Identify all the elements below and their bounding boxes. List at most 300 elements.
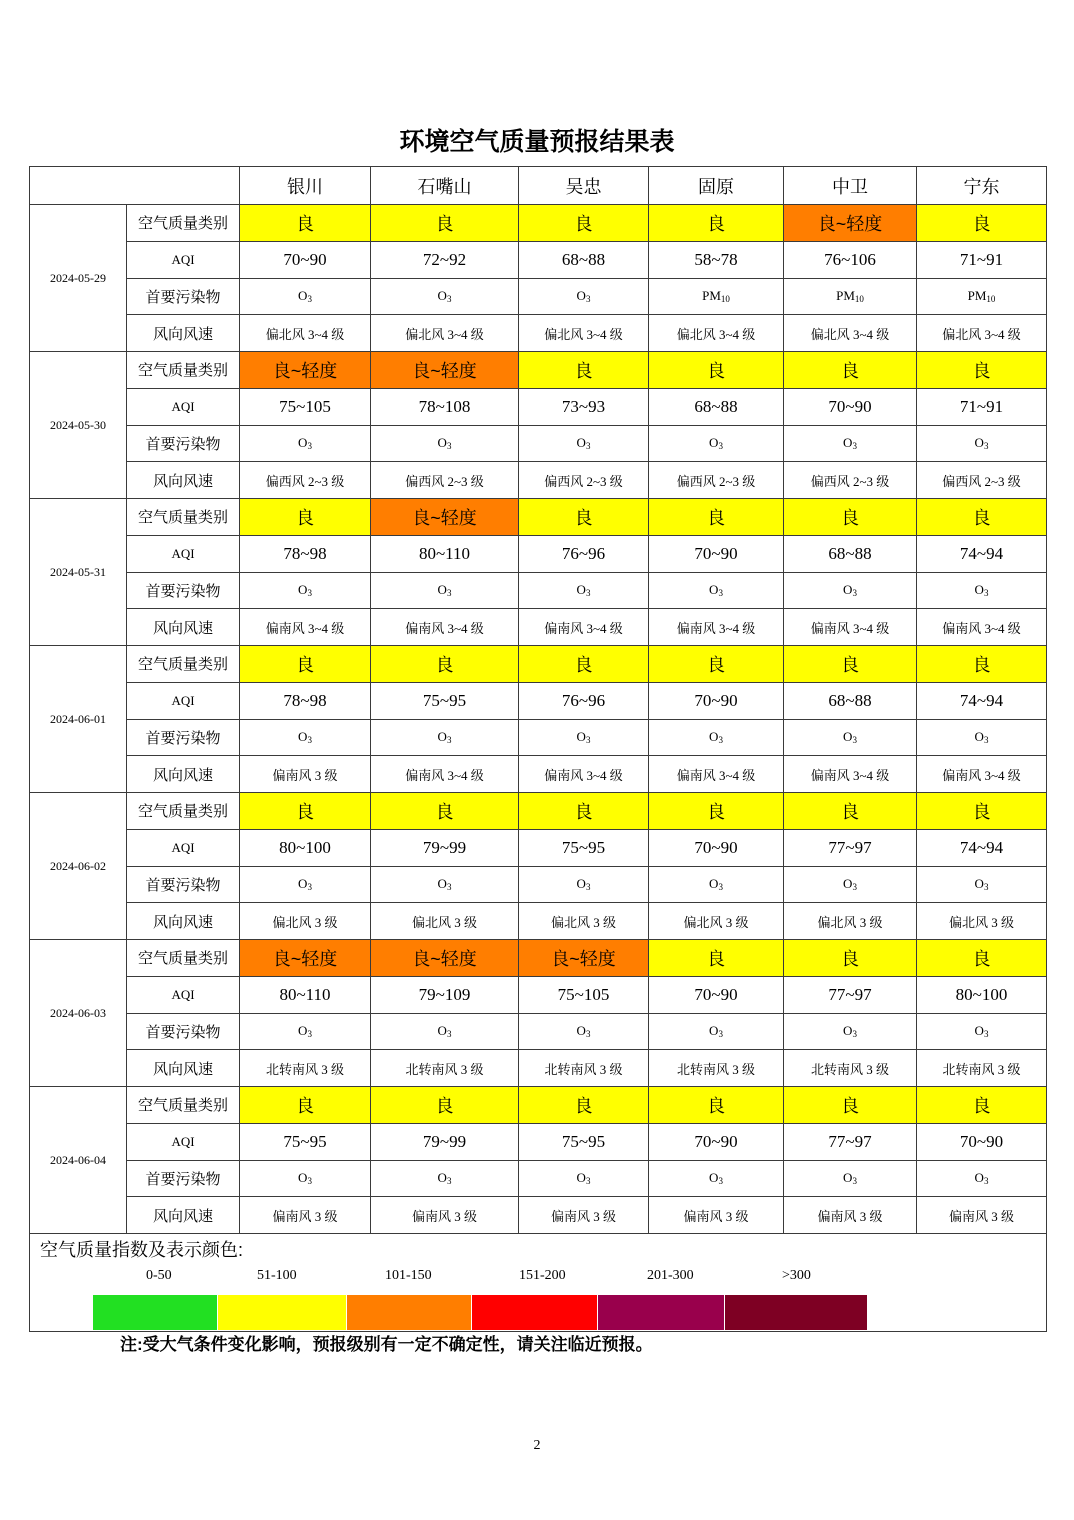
legend-range-label: 151-200 xyxy=(519,1268,566,1283)
aqi-value: 77~97 xyxy=(828,1131,872,1151)
row-label-wind: 风向风速 xyxy=(127,1050,240,1087)
wind-cell xyxy=(784,609,917,646)
city-header: 固原 xyxy=(649,167,784,205)
aqi-cell xyxy=(519,829,649,866)
wind-cell xyxy=(240,462,371,499)
row-label-category: 空气质量类别 xyxy=(127,352,240,389)
aqi-value: 70~90 xyxy=(959,1131,1004,1151)
forecast-row-category xyxy=(30,940,1047,977)
category-value: 良 xyxy=(296,801,314,822)
category-value: 良 xyxy=(707,654,725,675)
forecast-row-aqi xyxy=(30,241,1047,278)
category-value: 良 xyxy=(574,213,593,234)
category-value: 良 xyxy=(296,1095,314,1116)
forecast-row-wind xyxy=(30,462,1047,499)
category-cell xyxy=(371,499,519,536)
pollutant-cell xyxy=(519,866,649,903)
aqi-value: 74~94 xyxy=(959,690,1004,710)
pollutant-cell xyxy=(240,866,371,903)
aqi-value: 77~97 xyxy=(828,837,872,857)
wind-value: 偏南风 3 级 xyxy=(411,1208,477,1224)
wind-value: 偏西风 2~3 级 xyxy=(676,473,756,489)
wind-cell xyxy=(784,1197,917,1234)
aqi-value: 73~93 xyxy=(561,396,606,416)
pollutant-name: O xyxy=(576,1170,586,1186)
pollutant-cell xyxy=(784,719,917,756)
aqi-value: 74~94 xyxy=(959,837,1004,857)
pollutant-subscript: 3 xyxy=(718,735,723,746)
aqi-value: 68~88 xyxy=(828,543,872,563)
pollutant-subscript: 3 xyxy=(585,1029,591,1040)
pollutant-name: O xyxy=(298,1170,308,1186)
aqi-value: 58~78 xyxy=(694,249,738,269)
date-cell xyxy=(30,646,127,793)
pollutant-name: O xyxy=(974,1023,984,1039)
wind-value: 偏北风 3~4 级 xyxy=(810,326,890,342)
pollutant-name: O xyxy=(576,582,586,598)
pollutant-subscript: 3 xyxy=(446,882,452,893)
row-label-aqi: AQI xyxy=(127,682,240,719)
aqi-value: 68~88 xyxy=(561,249,606,269)
pollutant-subscript: 3 xyxy=(983,882,989,893)
legend-cell xyxy=(30,1234,1047,1332)
wind-value: 偏南风 3~4 级 xyxy=(810,767,890,783)
category-value: 良 xyxy=(972,507,991,528)
wind-cell xyxy=(240,1050,371,1087)
pollutant-subscript: 3 xyxy=(718,1176,723,1187)
aqi-value: 80~100 xyxy=(955,984,1008,1004)
pollutant-name: O xyxy=(298,1023,308,1039)
pollutant-cell xyxy=(519,1160,649,1197)
aqi-cell xyxy=(917,241,1047,278)
category-cell xyxy=(240,940,371,977)
wind-cell xyxy=(240,1197,371,1234)
pollutant-name: O xyxy=(437,876,447,892)
aqi-value: 79~99 xyxy=(422,837,467,857)
wind-cell xyxy=(917,462,1047,499)
pollutant-cell xyxy=(917,1160,1047,1197)
category-value: 良~轻度 xyxy=(272,948,338,969)
category-value: 良 xyxy=(574,1095,593,1116)
aqi-value: 78~108 xyxy=(418,396,471,416)
wind-cell xyxy=(649,756,784,793)
category-value: 良 xyxy=(841,654,859,675)
aqi-value: 75~95 xyxy=(422,690,467,710)
pollutant-subscript: 10 xyxy=(986,294,996,305)
wind-cell xyxy=(371,315,519,352)
pollutant-subscript: 3 xyxy=(852,1029,857,1040)
category-cell xyxy=(240,352,371,389)
category-value: 良 xyxy=(707,360,725,381)
category-cell xyxy=(917,352,1047,389)
aqi-value: 76~106 xyxy=(824,249,876,269)
aqi-cell xyxy=(240,241,371,278)
aqi-value: 78~98 xyxy=(283,543,327,563)
aqi-value: 80~110 xyxy=(418,543,471,563)
pollutant-cell xyxy=(649,866,784,903)
row-label-wind: 风向风速 xyxy=(127,609,240,646)
pollutant-subscript: 3 xyxy=(852,882,857,893)
aqi-value: 70~90 xyxy=(694,837,738,857)
forecast-row-pollutant xyxy=(30,719,1047,756)
pollutant-name: O xyxy=(709,729,719,745)
aqi-cell xyxy=(917,682,1047,719)
pollutant-cell xyxy=(240,278,371,315)
legend-color-swatch xyxy=(347,1295,471,1330)
wind-value: 偏南风 3 级 xyxy=(948,1208,1014,1224)
row-label-aqi: AQI xyxy=(127,241,240,278)
row-label-pollutant: 首要污染物 xyxy=(127,1160,240,1197)
pollutant-subscript: 3 xyxy=(718,588,723,599)
wind-cell xyxy=(784,903,917,940)
row-label-wind: 风向风速 xyxy=(127,462,240,499)
aqi-cell xyxy=(917,829,1047,866)
category-cell xyxy=(240,646,371,683)
forecast-row-pollutant xyxy=(30,425,1047,462)
aqi-cell xyxy=(649,535,784,572)
pollutant-name: O xyxy=(437,729,447,745)
wind-value: 偏南风 3 级 xyxy=(272,1208,338,1224)
wind-cell xyxy=(519,903,649,940)
row-label-aqi: AQI xyxy=(127,1123,240,1160)
wind-value: 偏南风 3~4 级 xyxy=(544,767,623,783)
aqi-value: 70~90 xyxy=(694,690,738,710)
category-cell xyxy=(371,205,519,242)
aqi-cell xyxy=(371,976,519,1013)
pollutant-name: O xyxy=(843,435,853,451)
pollutant-cell xyxy=(371,572,519,609)
pollutant-subscript: 3 xyxy=(446,294,452,305)
aqi-cell xyxy=(649,241,784,278)
aqi-value: 76~96 xyxy=(561,690,606,710)
pollutant-subscript: 3 xyxy=(585,735,591,746)
date-cell xyxy=(30,499,127,646)
legend-title: 空气质量指数及表示颜色: xyxy=(40,1240,243,1260)
category-value: 良 xyxy=(435,801,454,822)
aqi-value: 68~88 xyxy=(828,690,872,710)
aqi-cell xyxy=(784,1123,917,1160)
pollutant-name: O xyxy=(843,729,853,745)
aqi-cell xyxy=(649,388,784,425)
wind-value: 偏北风 3~4 级 xyxy=(942,326,1021,342)
category-cell xyxy=(371,646,519,683)
wind-cell xyxy=(917,1050,1047,1087)
pollutant-subscript: 3 xyxy=(585,882,591,893)
pollutant-subscript: 3 xyxy=(307,882,312,893)
pollutant-name: O xyxy=(437,435,447,451)
row-label-category: 空气质量类别 xyxy=(127,793,240,830)
legend-color-swatch xyxy=(218,1295,346,1330)
category-cell xyxy=(784,793,917,830)
aqi-cell xyxy=(240,682,371,719)
pollutant-subscript: 3 xyxy=(852,441,857,452)
aqi-value: 72~92 xyxy=(422,249,467,269)
row-label-aqi: AQI xyxy=(127,976,240,1013)
pollutant-name: O xyxy=(437,288,447,304)
wind-cell xyxy=(519,609,649,646)
legend-range-label: >300 xyxy=(782,1268,811,1283)
forecast-row-pollutant xyxy=(30,572,1047,609)
category-cell xyxy=(649,646,784,683)
row-label-pollutant: 首要污染物 xyxy=(127,1013,240,1050)
pollutant-name: PM xyxy=(967,288,987,304)
aqi-cell xyxy=(649,1123,784,1160)
legend-color-swatch xyxy=(93,1295,217,1330)
wind-cell xyxy=(784,315,917,352)
pollutant-cell xyxy=(519,572,649,609)
city-header: 中卫 xyxy=(784,167,917,205)
wind-value: 偏西风 2~3 级 xyxy=(544,473,623,489)
wind-value: 偏西风 2~3 级 xyxy=(942,473,1021,489)
date-cell xyxy=(30,205,127,352)
city-header: 吴忠 xyxy=(519,167,649,205)
row-label-pollutant: 首要污染物 xyxy=(127,866,240,903)
pollutant-name: O xyxy=(709,435,719,451)
category-value: 良~轻度 xyxy=(272,360,338,381)
category-cell xyxy=(519,646,649,683)
wind-value: 偏北风 3 级 xyxy=(683,914,749,930)
wind-cell xyxy=(240,903,371,940)
category-cell xyxy=(240,205,371,242)
wind-value: 偏南风 3~4 级 xyxy=(676,620,756,636)
aqi-cell xyxy=(784,682,917,719)
forecast-body xyxy=(30,205,1047,1234)
pollutant-subscript: 3 xyxy=(446,588,452,599)
aqi-cell xyxy=(371,829,519,866)
wind-value: 偏西风 2~3 级 xyxy=(405,473,484,489)
pollutant-subscript: 3 xyxy=(983,1176,989,1187)
city-header: 银川 xyxy=(240,167,371,205)
category-cell xyxy=(649,793,784,830)
forecast-row-wind xyxy=(30,903,1047,940)
pollutant-subscript: 3 xyxy=(983,1029,989,1040)
aqi-value: 77~97 xyxy=(828,984,872,1004)
row-label-category: 空气质量类别 xyxy=(127,646,240,683)
pollutant-name: O xyxy=(576,288,586,304)
aqi-cell xyxy=(371,1123,519,1160)
pollutant-subscript: 3 xyxy=(852,735,857,746)
aqi-cell xyxy=(784,535,917,572)
wind-cell xyxy=(649,315,784,352)
aqi-value: 79~99 xyxy=(422,1131,467,1151)
category-value: 良 xyxy=(435,654,454,675)
aqi-cell xyxy=(371,241,519,278)
category-value: 良 xyxy=(841,360,859,381)
aqi-value: 76~96 xyxy=(561,543,606,563)
aqi-value: 70~90 xyxy=(694,984,738,1004)
wind-value: 偏北风 3 级 xyxy=(817,914,883,930)
wind-value: 北转南风 3 级 xyxy=(942,1061,1021,1077)
pollutant-cell xyxy=(784,866,917,903)
wind-value: 偏南风 3~4 级 xyxy=(676,767,756,783)
forecast-row-category xyxy=(30,499,1047,536)
forecast-row-category xyxy=(30,1087,1047,1124)
legend-color-swatch xyxy=(598,1295,724,1330)
category-value: 良 xyxy=(574,654,593,675)
wind-value: 偏南风 3~4 级 xyxy=(544,620,623,636)
pollutant-name: O xyxy=(974,435,984,451)
pollutant-subscript: 3 xyxy=(585,441,591,452)
category-value: 良 xyxy=(972,801,991,822)
category-value: 良 xyxy=(841,948,859,969)
category-value: 良 xyxy=(972,948,991,969)
category-value: 良 xyxy=(707,507,725,528)
aqi-value: 70~90 xyxy=(694,543,738,563)
pollutant-subscript: 3 xyxy=(983,441,989,452)
forecast-date: 2024-06-02 xyxy=(50,858,106,873)
forecast-date: 2024-05-30 xyxy=(50,417,106,432)
page-number: 2 xyxy=(533,1438,541,1453)
category-value: 良 xyxy=(707,213,725,234)
wind-cell xyxy=(240,609,371,646)
aqi-value: 75~95 xyxy=(561,1131,606,1151)
pollutant-cell xyxy=(649,719,784,756)
aqi-cell xyxy=(784,241,917,278)
legend-range-label: 101-150 xyxy=(385,1268,432,1283)
aqi-cell xyxy=(519,241,649,278)
forecast-row-pollutant xyxy=(30,1013,1047,1050)
category-cell xyxy=(649,352,784,389)
wind-value: 偏南风 3~4 级 xyxy=(942,767,1021,783)
aqi-value: 79~109 xyxy=(418,984,471,1004)
wind-cell xyxy=(917,609,1047,646)
pollutant-cell xyxy=(371,866,519,903)
category-cell xyxy=(784,646,917,683)
aqi-cell xyxy=(519,976,649,1013)
wind-cell xyxy=(784,1050,917,1087)
forecast-row-wind xyxy=(30,315,1047,352)
aqi-value: 75~105 xyxy=(279,396,331,416)
category-cell xyxy=(519,499,649,536)
wind-value: 偏南风 3~4 级 xyxy=(405,767,484,783)
wind-cell xyxy=(649,1197,784,1234)
pollutant-subscript: 3 xyxy=(446,1176,452,1187)
wind-value: 偏北风 3 级 xyxy=(948,914,1014,930)
aqi-color-legend xyxy=(30,1234,1046,1331)
wind-value: 偏南风 3~4 级 xyxy=(265,620,345,636)
aqi-cell xyxy=(371,535,519,572)
category-value: 良 xyxy=(296,213,314,234)
pollutant-cell xyxy=(519,719,649,756)
wind-value: 偏西风 2~3 级 xyxy=(265,473,345,489)
category-cell xyxy=(784,940,917,977)
category-value: 良~轻度 xyxy=(412,507,477,528)
category-value: 良 xyxy=(574,360,593,381)
category-value: 良 xyxy=(435,1095,454,1116)
category-value: 良 xyxy=(296,507,314,528)
aqi-value: 78~98 xyxy=(283,690,327,710)
legend-color-swatch xyxy=(472,1295,597,1330)
forecast-date: 2024-05-29 xyxy=(50,270,106,285)
wind-value: 偏南风 3 级 xyxy=(817,1208,883,1224)
wind-value: 北转南风 3 级 xyxy=(265,1061,344,1077)
wind-cell xyxy=(240,756,371,793)
row-label-wind: 风向风速 xyxy=(127,903,240,940)
wind-value: 偏南风 3 级 xyxy=(550,1208,616,1224)
wind-value: 偏南风 3~4 级 xyxy=(810,620,890,636)
pollutant-subscript: 3 xyxy=(718,882,723,893)
pollutant-name: O xyxy=(974,876,984,892)
aqi-cell xyxy=(917,388,1047,425)
pollutant-cell xyxy=(649,278,784,315)
wind-value: 偏北风 3~4 级 xyxy=(405,326,484,342)
pollutant-subscript: 10 xyxy=(854,294,864,305)
aqi-cell xyxy=(649,976,784,1013)
aqi-value: 75~95 xyxy=(283,1131,327,1151)
forecast-row-aqi xyxy=(30,535,1047,572)
pollutant-cell xyxy=(371,1013,519,1050)
category-value: 良~轻度 xyxy=(817,213,883,234)
pollutant-name: O xyxy=(437,582,447,598)
wind-value: 北转南风 3 级 xyxy=(810,1061,889,1077)
category-value: 良 xyxy=(296,654,314,675)
wind-value: 偏南风 3~4 级 xyxy=(405,620,484,636)
category-cell xyxy=(649,1087,784,1124)
forecast-row-aqi xyxy=(30,682,1047,719)
header-row xyxy=(30,167,1047,205)
category-value: 良 xyxy=(707,948,725,969)
pollutant-cell xyxy=(917,719,1047,756)
pollutant-cell xyxy=(371,278,519,315)
pollutant-subscript: 3 xyxy=(307,1029,312,1040)
wind-value: 偏北风 3 级 xyxy=(411,914,477,930)
pollutant-name: O xyxy=(576,876,586,892)
category-value: 良 xyxy=(972,1095,991,1116)
pollutant-subscript: 10 xyxy=(720,294,730,305)
aqi-cell xyxy=(240,976,371,1013)
category-value: 良 xyxy=(435,213,454,234)
category-value: 良 xyxy=(972,654,991,675)
forecast-row-category xyxy=(30,793,1047,830)
wind-value: 北转南风 3 级 xyxy=(676,1061,755,1077)
legend-range-label: 51-100 xyxy=(257,1268,297,1283)
aqi-value: 70~90 xyxy=(828,396,872,416)
pollutant-subscript: 3 xyxy=(307,441,312,452)
aqi-value: 71~91 xyxy=(959,249,1004,269)
date-cell xyxy=(30,793,127,940)
row-label-aqi: AQI xyxy=(127,829,240,866)
aqi-value: 80~110 xyxy=(279,984,331,1004)
category-value: 良 xyxy=(841,507,859,528)
wind-cell xyxy=(371,903,519,940)
pollutant-name: O xyxy=(974,582,984,598)
category-value: 良~轻度 xyxy=(412,360,477,381)
pollutant-name: O xyxy=(709,1023,719,1039)
pollutant-cell xyxy=(917,866,1047,903)
pollutant-name: PM xyxy=(836,288,855,304)
category-cell xyxy=(917,646,1047,683)
pollutant-name: O xyxy=(709,1170,719,1186)
aqi-cell xyxy=(371,388,519,425)
pollutant-cell xyxy=(519,1013,649,1050)
pollutant-subscript: 3 xyxy=(307,588,312,599)
pollutant-subscript: 3 xyxy=(718,441,723,452)
pollutant-name: O xyxy=(709,582,719,598)
pollutant-subscript: 3 xyxy=(852,1176,857,1187)
wind-value: 北转南风 3 级 xyxy=(544,1061,623,1077)
aqi-value: 74~94 xyxy=(959,543,1004,563)
wind-value: 偏南风 3 级 xyxy=(272,767,338,783)
category-cell xyxy=(784,1087,917,1124)
wind-cell xyxy=(519,1050,649,1087)
row-label-pollutant: 首要污染物 xyxy=(127,572,240,609)
category-cell xyxy=(784,352,917,389)
date-cell xyxy=(30,352,127,499)
page-title: 环境空气质量预报结果表 xyxy=(399,128,675,156)
category-value: 良 xyxy=(841,801,859,822)
pollutant-name: O xyxy=(437,1170,447,1186)
forecast-row-pollutant xyxy=(30,278,1047,315)
